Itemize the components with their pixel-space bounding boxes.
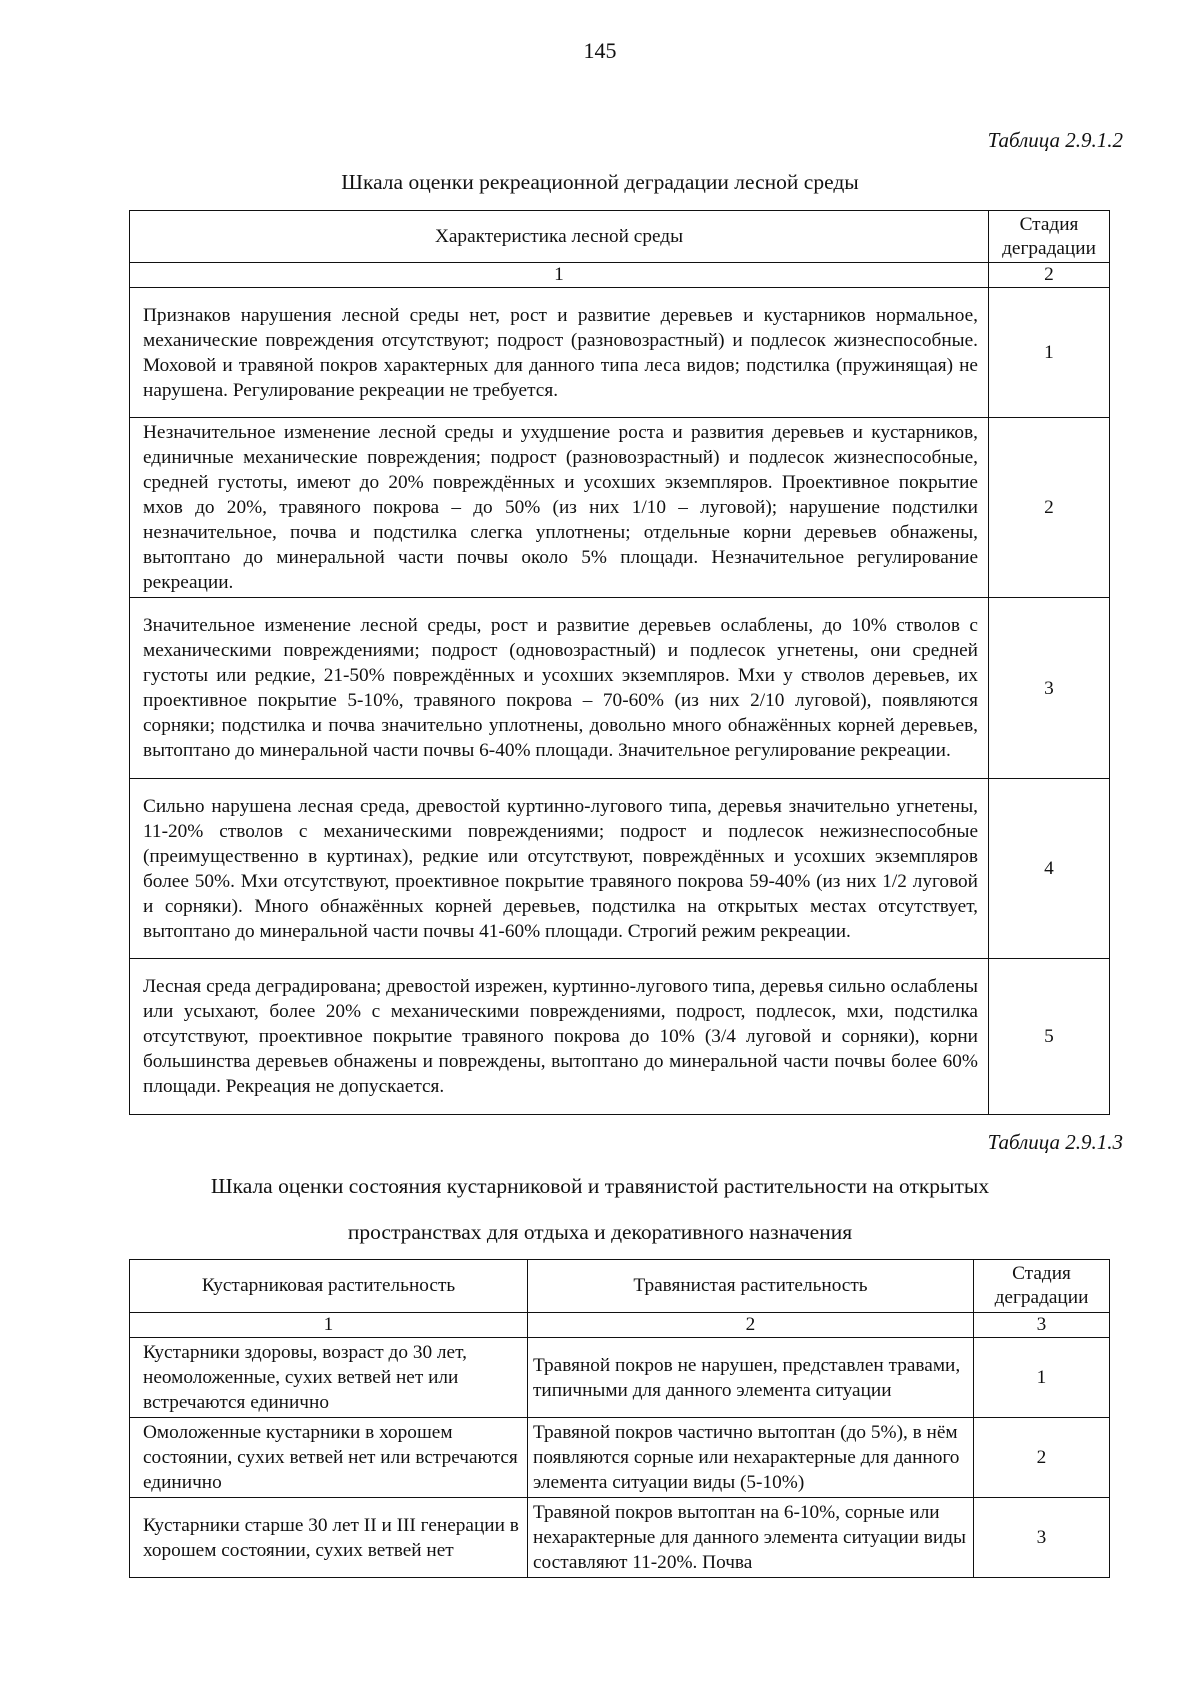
herb-cell: Травяной покров вытоптан на 6-10%, сорные или нехарактерные для данного элемента ситуации виды составляют 11-20%. Почва bbox=[528, 1498, 974, 1578]
column-header: Характеристика лесной среды bbox=[130, 211, 989, 263]
shrub-cell: Омоложенные кустарники в хорошем состоянии, сухих ветвей нет или встречаются единично bbox=[130, 1418, 528, 1498]
stage-cell: 1 bbox=[989, 288, 1110, 418]
vegetation-table bbox=[129, 1259, 1110, 1578]
column-header: Стадия деградации bbox=[974, 1260, 1110, 1313]
column-number-row bbox=[130, 263, 1110, 288]
table-row bbox=[130, 779, 1110, 959]
stage-cell: 3 bbox=[974, 1498, 1110, 1578]
table-title-line-1: Шкала оценки состояния кустарниковой и травянистой растительности на открытых bbox=[210, 1174, 990, 1198]
stage-cell: 1 bbox=[974, 1338, 1110, 1418]
header-row bbox=[130, 211, 1110, 263]
stage-cell: 5 bbox=[989, 959, 1110, 1115]
stage-cell: 3 bbox=[989, 598, 1110, 779]
table-row bbox=[130, 418, 1110, 598]
column-number: 2 bbox=[989, 263, 1110, 288]
table-row bbox=[130, 1338, 1110, 1418]
column-number: 2 bbox=[528, 1313, 974, 1338]
shrub-cell: Кустарники здоровы, возраст до 30 лет, неомоложенные, сухих ветвей нет или встречаются единично bbox=[130, 1338, 528, 1418]
column-number: 1 bbox=[130, 1313, 528, 1338]
table-row bbox=[130, 959, 1110, 1115]
column-header: Кустарниковая растительность bbox=[130, 1260, 528, 1313]
description-cell: Сильно нарушена лесная среда, древостой куртинно-лугового типа, деревья значительно угнетены, 11-20% стволов с механическими повреждениями; подрост и подлесок нежизнеспособные (преимущественно в куртинах), редкие или отсутствуют, повреждённых и усохших экземпляров более 50%. Мхи отсутствуют, проективное покрытие травяного покрова 59-40% (из них 1/2 луговой и сорняки). Много обнажённых корней деревьев, подстилка на открытых местах отсутствует, вытоптано до минеральной части почвы 41-60% площади. Строгий режим рекреации. bbox=[130, 779, 989, 959]
table-title: Шкала оценки рекреационной деградации лесной среды bbox=[341, 170, 859, 194]
description-cell: Незначительное изменение лесной среды и ухудшение роста и развития деревьев и кустарников, единичные механические повреждения; подрост (разновозрастный) и подлесок жизнеспособные, средней густоты, имеют до 20% повреждённых и усохших экземпляров. Проективное покрытие мхов до 20%, травяного покрова – до 50% (из них 1/10 – луговой); нарушение подстилки незначительное, почва и подстилка слегка уплотнены; отдельные корни деревьев обнажены, вытоптано до минеральной части почвы около 5% площади. Незначительное регулирование рекреации. bbox=[130, 418, 989, 598]
table-row bbox=[130, 1498, 1110, 1578]
header-row bbox=[130, 1260, 1110, 1313]
stage-cell: 4 bbox=[989, 779, 1110, 959]
shrub-cell: Кустарники старше 30 лет II и III генерации в хорошем состоянии, сухих ветвей нет bbox=[130, 1498, 528, 1578]
column-number: 1 bbox=[130, 263, 989, 288]
stage-cell: 2 bbox=[989, 418, 1110, 598]
column-number-row bbox=[130, 1313, 1110, 1338]
description-cell: Признаков нарушения лесной среды нет, рост и развитие деревьев и кустарников нормальное, механические повреждения отсутствуют; подрост (разновозрастный) и подлесок жизнеспособные. Моховой и травяной покров характерных для данного типа леса видов; подстилка (пружинящая) не нарушена. Регулирование рекреации не требуется. bbox=[130, 288, 989, 418]
herb-cell: Травяной покров не нарушен, представлен травами, типичными для данного элемента ситуации bbox=[528, 1338, 974, 1418]
page-number: 145 bbox=[583, 38, 617, 63]
description-cell: Значительное изменение лесной среды, рост и развитие деревьев ослаблены, до 10% стволов с механическими повреждениями; подрост (одновозрастный) и подлесок угнетены, они средней густоты или редкие, 21-50% повреждённых и усохших экземпляров. Мхи у стволов деревьев, их проективное покрытие 5-10%, травяного покрова – 70-60% (из них 2/10 луговой), появляются сорняки; подстилка и почва значительно уплотнены, довольно много обнажённых корней деревьев, вытоптано до минеральной части почвы 6-40% площади. Значительное регулирование рекреации. bbox=[130, 598, 989, 779]
table-row bbox=[130, 598, 1110, 779]
column-header: Стадия деградации bbox=[989, 211, 1110, 263]
table-caption: Таблица 2.9.1.3 bbox=[987, 1130, 1123, 1154]
table-caption: Таблица 2.9.1.2 bbox=[987, 128, 1123, 152]
table-row bbox=[130, 1418, 1110, 1498]
herb-cell: Травяной покров частично вытоптан (до 5%), в нём появляются сорные или нехарактерные для данного элемента ситуации виды (5-10%) bbox=[528, 1418, 974, 1498]
column-header: Травянистая растительность bbox=[528, 1260, 974, 1313]
table-row bbox=[130, 288, 1110, 418]
degradation-table bbox=[129, 210, 1110, 1115]
description-cell: Лесная среда деградирована; древостой изрежен, куртинно-лугового типа, деревья сильно ослаблены или усыхают, более 20% с механическими повреждениями, подрост, подлесок, мхи, подстилка отсутствуют, проективное покрытие травяного покрова до 10% (3/4 луговой и сорняки), корни большинства деревьев обнажены и повреждены, вытоптано до минеральной части почвы более 60% площади. Рекреация не допускается. bbox=[130, 959, 989, 1115]
stage-cell: 2 bbox=[974, 1418, 1110, 1498]
table-title-line-2: пространствах для отдыха и декоративного назначения bbox=[347, 1220, 853, 1244]
column-number: 3 bbox=[974, 1313, 1110, 1338]
